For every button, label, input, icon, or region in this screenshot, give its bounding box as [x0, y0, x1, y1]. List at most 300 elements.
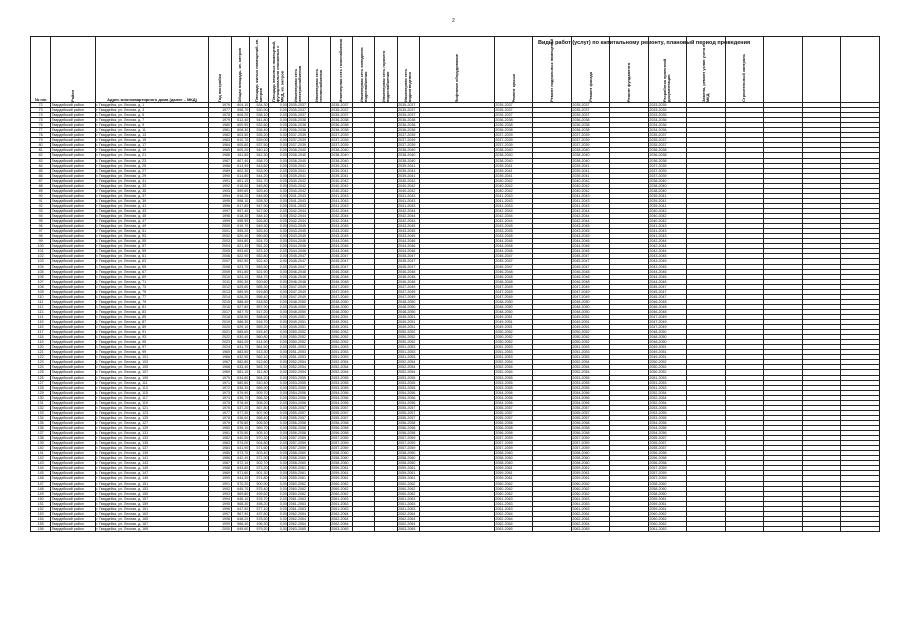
- header-row: [31, 37, 880, 103]
- table-cell: Гвардейский район: [51, 330, 96, 335]
- table-cell: 598,10: [231, 198, 249, 203]
- table-cell: 2042-2044: [648, 239, 686, 244]
- table-cell: 0,00: [269, 350, 288, 355]
- table-cell: 627,80: [231, 304, 249, 309]
- table-cell: 141: [31, 451, 51, 456]
- table-cell: 618,30: [231, 214, 249, 219]
- table-cell: 1988: [209, 466, 231, 471]
- table-cell: 2051-2053: [571, 355, 609, 360]
- table-cell: 1978: [209, 113, 231, 118]
- table-cell: 1985: [209, 451, 231, 456]
- table-cell: 547,90: [249, 203, 268, 208]
- table-cell: 504,80: [249, 441, 268, 446]
- table-cell: 2039-2041: [330, 173, 352, 178]
- table-cell: 584,20: [231, 340, 249, 345]
- table-cell: 0,00: [269, 173, 288, 178]
- table-cell: 2043-2045: [288, 229, 308, 234]
- table-cell: 1976: [209, 405, 231, 410]
- table-cell: 0,00: [269, 108, 288, 113]
- table-cell: г. Гвардейск, ул. Лесная, д. 159: [95, 501, 208, 506]
- table-cell: 2045-2047: [648, 284, 686, 289]
- table-cell: 552,80: [249, 254, 268, 259]
- table-cell: Гвардейский район: [51, 304, 96, 309]
- table-cell: 2043-2045: [648, 259, 686, 264]
- table-cell: 2057-2059: [648, 466, 686, 471]
- table-cell: 2055-2057: [648, 446, 686, 451]
- table-cell: Гвардейский район: [51, 350, 96, 355]
- table-cell: г. Гвардейск, ул. Лесная, д. 151: [95, 481, 208, 486]
- table-cell: 83: [31, 158, 51, 163]
- col-header: Адрес многоквартирного дома (далее – МКД): [95, 37, 208, 103]
- table-cell: 2055-2057: [494, 415, 532, 420]
- table-cell: 544,20: [249, 173, 268, 178]
- table-cell: г. Гвардейск, ул. Лесная, д. 133: [95, 436, 208, 441]
- table-cell: 2041-2043: [648, 224, 686, 229]
- table-cell: 599,60: [231, 188, 249, 193]
- table-cell: 0,00: [269, 451, 288, 456]
- table-cell: 2036-2038: [571, 123, 609, 128]
- table-cell: 2045-2047: [648, 294, 686, 299]
- table-cell: 566,30: [249, 395, 268, 400]
- table-cell: Гвардейский район: [51, 340, 96, 345]
- table-cell: 598,70: [231, 108, 249, 113]
- table-cell: 1998: [209, 214, 231, 219]
- table-cell: г. Гвардейск, ул. Лесная, д. 87: [95, 320, 208, 325]
- table-cell: 2048-2050: [288, 299, 308, 304]
- table-cell: 506,50: [249, 420, 268, 425]
- table-cell: 2037-2039: [330, 133, 352, 138]
- table-cell: 2053-2055: [494, 380, 532, 385]
- table-cell: Гвардейский район: [51, 143, 96, 148]
- table-cell: 586,30: [231, 320, 249, 325]
- table-cell: 2046-2048: [330, 274, 352, 279]
- table-cell: 2048-2050: [648, 335, 686, 340]
- table-cell: г. Гвардейск, ул. Лесная, д. 147: [95, 471, 208, 476]
- table-cell: 570,30: [249, 436, 268, 441]
- table-cell: 2060-2062: [571, 491, 609, 496]
- table-cell: 2052-2054: [494, 370, 532, 375]
- table-cell: г. Гвардейск, ул. Лесная, д. 99: [95, 350, 208, 355]
- table-cell: 539,00: [249, 138, 268, 143]
- table-cell: 114: [31, 314, 51, 319]
- table-cell: 98: [31, 234, 51, 239]
- table-cell: 597,40: [231, 208, 249, 213]
- table-cell: Гвардейский район: [51, 244, 96, 249]
- table-cell: 2057-2059: [330, 436, 352, 441]
- table-cell: 2035-2037: [494, 113, 532, 118]
- table-cell: Гвардейский район: [51, 254, 96, 259]
- table-row: [31, 526, 880, 531]
- table-cell: 2039-2041: [288, 168, 308, 173]
- table-cell: 2059-2061: [494, 466, 532, 471]
- table-cell: 1989: [209, 471, 231, 476]
- col-header: Ремонт подвальных помещений: [533, 37, 571, 103]
- table-cell: 2057-2059: [330, 446, 352, 451]
- table-cell: 2045-2047: [397, 264, 419, 269]
- table-cell: 0,00: [269, 284, 288, 289]
- table-cell: 516,70: [249, 320, 268, 325]
- table-cell: 2038-2040: [397, 153, 419, 158]
- table-cell: Гвардейский район: [51, 511, 96, 516]
- table-cell: 2039-2041: [397, 168, 419, 173]
- table-cell: 549,30: [249, 224, 268, 229]
- table-cell: 561,50: [249, 345, 268, 350]
- table-cell: 2040-2042: [397, 183, 419, 188]
- table-cell: 503,40: [249, 451, 268, 456]
- table-cell: 568,40: [249, 415, 268, 420]
- table-cell: 593,60: [231, 249, 249, 254]
- table-cell: 517,20: [249, 309, 268, 314]
- table-cell: г. Гвардейск, ул. Лесная, д. 111: [95, 380, 208, 385]
- table-cell: 2041-2043: [330, 198, 352, 203]
- table-cell: [841, 526, 880, 531]
- table-cell: 2045-2047: [288, 254, 308, 259]
- table-cell: 634,80: [231, 375, 249, 380]
- col-header: Инженерная сеть электроснабжения: [288, 37, 308, 103]
- table-cell: Гвардейский район: [51, 314, 96, 319]
- table-cell: 2044-2046: [288, 244, 308, 249]
- table-cell: 535,20: [249, 133, 268, 138]
- table-cell: г. Гвардейск, ул. Лесная, д. 167: [95, 521, 208, 526]
- table-cell: Гвардейский район: [51, 299, 96, 304]
- table-cell: 2043-2045: [571, 234, 609, 239]
- table-cell: 605,80: [231, 143, 249, 148]
- table-cell: 2044-2046: [494, 244, 532, 249]
- table-cell: 2042-2044: [648, 249, 686, 254]
- table-cell: 2050-2052: [648, 360, 686, 365]
- table-cell: 2055-2057: [330, 415, 352, 420]
- table-cell: 0,00: [269, 279, 288, 284]
- table-cell: 548,10: [249, 214, 268, 219]
- table-cell: 108: [31, 284, 51, 289]
- table-cell: г. Гвардейск, ул. Лесная, д. 93: [95, 335, 208, 340]
- table-cell: 2059-2061: [494, 471, 532, 476]
- table-cell: 135: [31, 420, 51, 425]
- table-cell: 103: [31, 259, 51, 264]
- table-cell: 2058-2060: [571, 461, 609, 466]
- table-cell: 2049-2051: [288, 325, 308, 330]
- table-cell: 2038-2040: [330, 153, 352, 158]
- table-cell: 629,10: [231, 325, 249, 330]
- table-cell: 595,20: [231, 229, 249, 234]
- table-cell: 1968: [209, 365, 231, 370]
- table-cell: г. Гвардейск, ул. Лесная, д. 41: [95, 203, 208, 208]
- table-body: [31, 103, 880, 532]
- table-cell: 2048-2050: [648, 340, 686, 345]
- table-cell: 2036-2038: [571, 128, 609, 133]
- table-cell: 2016: [209, 304, 231, 309]
- table-cell: 2046-2048: [571, 274, 609, 279]
- table-cell: 2046-2048: [288, 279, 308, 284]
- table-cell: 0,00: [269, 153, 288, 158]
- table-cell: Гвардейский район: [51, 178, 96, 183]
- table-cell: 2040-2042: [571, 178, 609, 183]
- table-cell: 555,30: [249, 284, 268, 289]
- table-cell: 2020: [209, 325, 231, 330]
- table-cell: 2050-2052: [288, 330, 308, 335]
- group-header: Виды работ (услуг) по капитальному ремонту, плановый период проведения: [538, 40, 751, 46]
- table-cell: 649,60: [231, 526, 249, 531]
- table-cell: 2034-2036: [648, 118, 686, 123]
- table-cell: 137: [31, 431, 51, 436]
- table-cell: 637,20: [231, 405, 249, 410]
- table-cell: 2054-2056: [648, 431, 686, 436]
- table-cell: г. Гвардейск, ул. Лесная, д. 121: [95, 405, 208, 410]
- table-cell: 543,60: [249, 163, 268, 168]
- table-cell: 2049-2051: [397, 320, 419, 325]
- table-cell: 127: [31, 380, 51, 385]
- table-cell: 2057-2059: [648, 476, 686, 481]
- table-cell: 2059-2061: [330, 466, 352, 471]
- table-cell: 2057-2059: [288, 436, 308, 441]
- table-cell: 2035-2037: [571, 103, 609, 108]
- table-cell: 0,00: [269, 264, 288, 269]
- table-cell: 526,80: [249, 219, 268, 224]
- table-cell: 567,80: [249, 405, 268, 410]
- table-cell: 519,80: [249, 289, 268, 294]
- table-cell: 2037-2039: [494, 138, 532, 143]
- table-cell: 571,60: [231, 471, 249, 476]
- table-cell: 0,00: [269, 400, 288, 405]
- table-cell: 500,90: [249, 481, 268, 486]
- table-cell: 2049-2051: [397, 325, 419, 330]
- table-cell: 104: [31, 264, 51, 269]
- table-cell: 502,70: [249, 461, 268, 466]
- table-cell: г. Гвардейск, ул. Лесная, д. 15: [95, 138, 208, 143]
- table-cell: Гвардейский район: [51, 370, 96, 375]
- table-cell: 0,00: [269, 193, 288, 198]
- table-cell: 2051-2053: [288, 355, 308, 360]
- table-cell: 2034-2036: [648, 128, 686, 133]
- table-cell: Гвардейский район: [51, 103, 96, 108]
- table-cell: г. Гвардейск, ул. Лесная, д. 49: [95, 224, 208, 229]
- table-cell: 621,30: [231, 244, 249, 249]
- table-cell: г. Гвардейск, ул. Лесная, д. 69: [95, 274, 208, 279]
- table-cell: г. Гвардейск, ул. Лесная, д. 25: [95, 163, 208, 168]
- table-cell: 0,00: [269, 481, 288, 486]
- table-cell: 2044-2046: [494, 239, 532, 244]
- table-cell: 600,90: [231, 123, 249, 128]
- table-cell: 2062-2064: [397, 511, 419, 516]
- table-cell: 2056-2058: [288, 426, 308, 431]
- table-cell: 2042-2044: [288, 219, 308, 224]
- table-cell: 602,30: [231, 168, 249, 173]
- table-cell: г. Гвардейск, ул. Лесная, д. 47: [95, 219, 208, 224]
- table-cell: 2045-2047: [494, 259, 532, 264]
- table-cell: 2008: [209, 264, 231, 269]
- table-cell: 2040-2042: [648, 208, 686, 213]
- table-cell: 2062-2064: [288, 516, 308, 521]
- table-cell: г. Гвардейск, ул. Лесная, д. 79: [95, 299, 208, 304]
- table-cell: 0,00: [269, 471, 288, 476]
- table-cell: 2043-2045: [494, 229, 532, 234]
- table-cell: 609,20: [231, 148, 249, 153]
- table-cell: 0,00: [269, 521, 288, 526]
- table-cell: г. Гвардейск, ул. Лесная, д. 19: [95, 148, 208, 153]
- table-cell: г. Гвардейск, ул. Лесная, д. 63: [95, 259, 208, 264]
- table-cell: г. Гвардейск, ул. Лесная, д. 71: [95, 279, 208, 284]
- table-cell: 2058-2060: [288, 451, 308, 456]
- table-cell: 2048-2050: [330, 299, 352, 304]
- col-header: [802, 37, 840, 103]
- table-cell: 2036-2038: [330, 128, 352, 133]
- table-cell: 2044-2046: [648, 269, 686, 274]
- table-cell: 2053-2055: [494, 385, 532, 390]
- table-cell: 2044-2046: [571, 249, 609, 254]
- table-cell: 2062-2064: [397, 516, 419, 521]
- table-cell: 565,90: [249, 385, 268, 390]
- table-cell: 2036-2038: [288, 118, 308, 123]
- table-cell: Гвардейский район: [51, 118, 96, 123]
- table-cell: 2038-2040: [288, 148, 308, 153]
- table-cell: 2062-2064: [494, 521, 532, 526]
- col-header: № п/п: [31, 37, 51, 103]
- table-cell: 2052-2054: [571, 360, 609, 365]
- table-cell: 2063-2065: [494, 526, 532, 531]
- table-cell: 2054-2056: [571, 390, 609, 395]
- table-cell: 2052-2054: [330, 370, 352, 375]
- table-cell: 0,00: [269, 410, 288, 415]
- table-cell: 2036-2038: [494, 128, 532, 133]
- table-cell: 2057-2059: [571, 446, 609, 451]
- table-cell: 574,20: [231, 441, 249, 446]
- table-cell: [353, 526, 375, 531]
- table-cell: Гвардейский район: [51, 284, 96, 289]
- table-cell: г. Гвардейск, ул. Лесная, д. 59: [95, 249, 208, 254]
- table-cell: 0,00: [269, 491, 288, 496]
- table-cell: 86: [31, 173, 51, 178]
- table-cell: 0,00: [269, 446, 288, 451]
- table-cell: 1995: [209, 501, 231, 506]
- table-cell: 0,00: [269, 390, 288, 395]
- table-cell: 2063-2065: [288, 526, 308, 531]
- table-cell: 2051-2053: [330, 355, 352, 360]
- table-cell: Гвардейский район: [51, 410, 96, 415]
- table-cell: 542,30: [249, 153, 268, 158]
- table-cell: 2049-2051: [648, 345, 686, 350]
- table-cell: 2057-2059: [330, 441, 352, 446]
- table-cell: 2051-2053: [494, 345, 532, 350]
- table-cell: 134: [31, 415, 51, 420]
- table-cell: Гвардейский район: [51, 128, 96, 133]
- table-cell: г. Гвардейск, ул. Лесная, д. 53: [95, 234, 208, 239]
- table-cell: 72: [31, 103, 51, 108]
- table-cell: [802, 526, 840, 531]
- table-cell: 2054-2056: [330, 395, 352, 400]
- table-cell: 2037-2039: [648, 168, 686, 173]
- table-cell: г. Гвардейск, ул. Лесная, д. 5: [95, 113, 208, 118]
- table-cell: 2038-2040: [288, 153, 308, 158]
- table-cell: 151: [31, 501, 51, 506]
- table-cell: 2044-2046: [288, 239, 308, 244]
- table-cell: 75: [31, 118, 51, 123]
- table-cell: 2036-2038: [494, 118, 532, 123]
- table-cell: г. Гвардейск, ул. Лесная, д. 77: [95, 294, 208, 299]
- table-cell: 2052-2054: [397, 365, 419, 370]
- table-cell: 93: [31, 208, 51, 213]
- table-cell: 2050-2052: [571, 335, 609, 340]
- table-cell: 2057-2059: [494, 436, 532, 441]
- table-cell: г. Гвардейск, ул. Лесная, д. 101: [95, 355, 208, 360]
- table-cell: 94: [31, 214, 51, 219]
- table-cell: 2049-2051: [330, 320, 352, 325]
- table-cell: Гвардейский район: [51, 400, 96, 405]
- table-cell: 1999: [209, 521, 231, 526]
- table-cell: 126: [31, 375, 51, 380]
- table-cell: 2042-2044: [648, 244, 686, 249]
- table-cell: 580,60: [231, 380, 249, 385]
- table-cell: 2056-2058: [571, 431, 609, 436]
- table-cell: 607,40: [231, 158, 249, 163]
- table-cell: 2035-2037: [330, 108, 352, 113]
- table-cell: 2052-2054: [571, 365, 609, 370]
- table-cell: 2040-2042: [288, 188, 308, 193]
- col-header: Инженерная сеть теплоснабжения: [308, 37, 330, 103]
- table-cell: Гвардейский район: [51, 148, 96, 153]
- table-cell: 2061-2063: [494, 501, 532, 506]
- table-cell: Гвардейский район: [51, 279, 96, 284]
- table-cell: г. Гвардейск, ул. Лесная, д. 123: [95, 410, 208, 415]
- table-cell: 536,40: [249, 128, 268, 133]
- table-cell: 2060-2062: [288, 491, 308, 496]
- table-cell: 574,80: [249, 476, 268, 481]
- table-cell: 2045-2047: [397, 254, 419, 259]
- table-cell: 2004: [209, 244, 231, 249]
- table-cell: 2039-2041: [571, 173, 609, 178]
- table-cell: Гвардейский район: [51, 451, 96, 456]
- table-cell: 2056-2058: [330, 420, 352, 425]
- table-cell: 2047-2049: [648, 314, 686, 319]
- table-cell: 2061-2063: [288, 501, 308, 506]
- table-cell: 2040-2042: [288, 178, 308, 183]
- table-cell: 1982: [209, 133, 231, 138]
- table-cell: 0,00: [269, 340, 288, 345]
- table-cell: Гвардейский район: [51, 193, 96, 198]
- table-cell: 0,00: [269, 360, 288, 365]
- table-cell: г. Гвардейск, ул. Лесная, д. 143: [95, 461, 208, 466]
- table-cell: 0,00: [269, 511, 288, 516]
- table-cell: 0,00: [269, 198, 288, 203]
- table-cell: 2042-2044: [397, 219, 419, 224]
- table-cell: 2051-2053: [288, 350, 308, 355]
- col-header: Общая площадь, кв. метров: [231, 37, 249, 103]
- table-cell: 2037-2039: [397, 133, 419, 138]
- table-cell: 0,00: [269, 254, 288, 259]
- table-cell: 2053-2055: [648, 410, 686, 415]
- table-cell: 0,00: [269, 385, 288, 390]
- table-cell: 2038-2040: [494, 148, 532, 153]
- table-cell: 2054-2056: [494, 400, 532, 405]
- table-cell: 1988: [209, 163, 231, 168]
- table-cell: 1979: [209, 420, 231, 425]
- table-cell: 2036-2038: [571, 118, 609, 123]
- table-cell: 129: [31, 390, 51, 395]
- table-cell: 0,00: [269, 239, 288, 244]
- table-cell: 2043-2045: [571, 229, 609, 234]
- table-cell: 0,00: [269, 476, 288, 481]
- col-header: Ремонт фундамента: [610, 37, 648, 103]
- table-cell: 2045-2047: [288, 259, 308, 264]
- table-cell: Гвардейский район: [51, 491, 96, 496]
- table-cell: Гвардейский район: [51, 158, 96, 163]
- table-cell: г. Гвардейск, ул. Лесная, д. 1: [95, 103, 208, 108]
- table-cell: 121: [31, 350, 51, 355]
- table-cell: 2037-2039: [288, 143, 308, 148]
- table-cell: 0,00: [269, 299, 288, 304]
- table-cell: г. Гвардейск, ул. Лесная, д. 11: [95, 128, 208, 133]
- table-cell: 2035-2037: [397, 113, 419, 118]
- table-cell: [308, 526, 330, 531]
